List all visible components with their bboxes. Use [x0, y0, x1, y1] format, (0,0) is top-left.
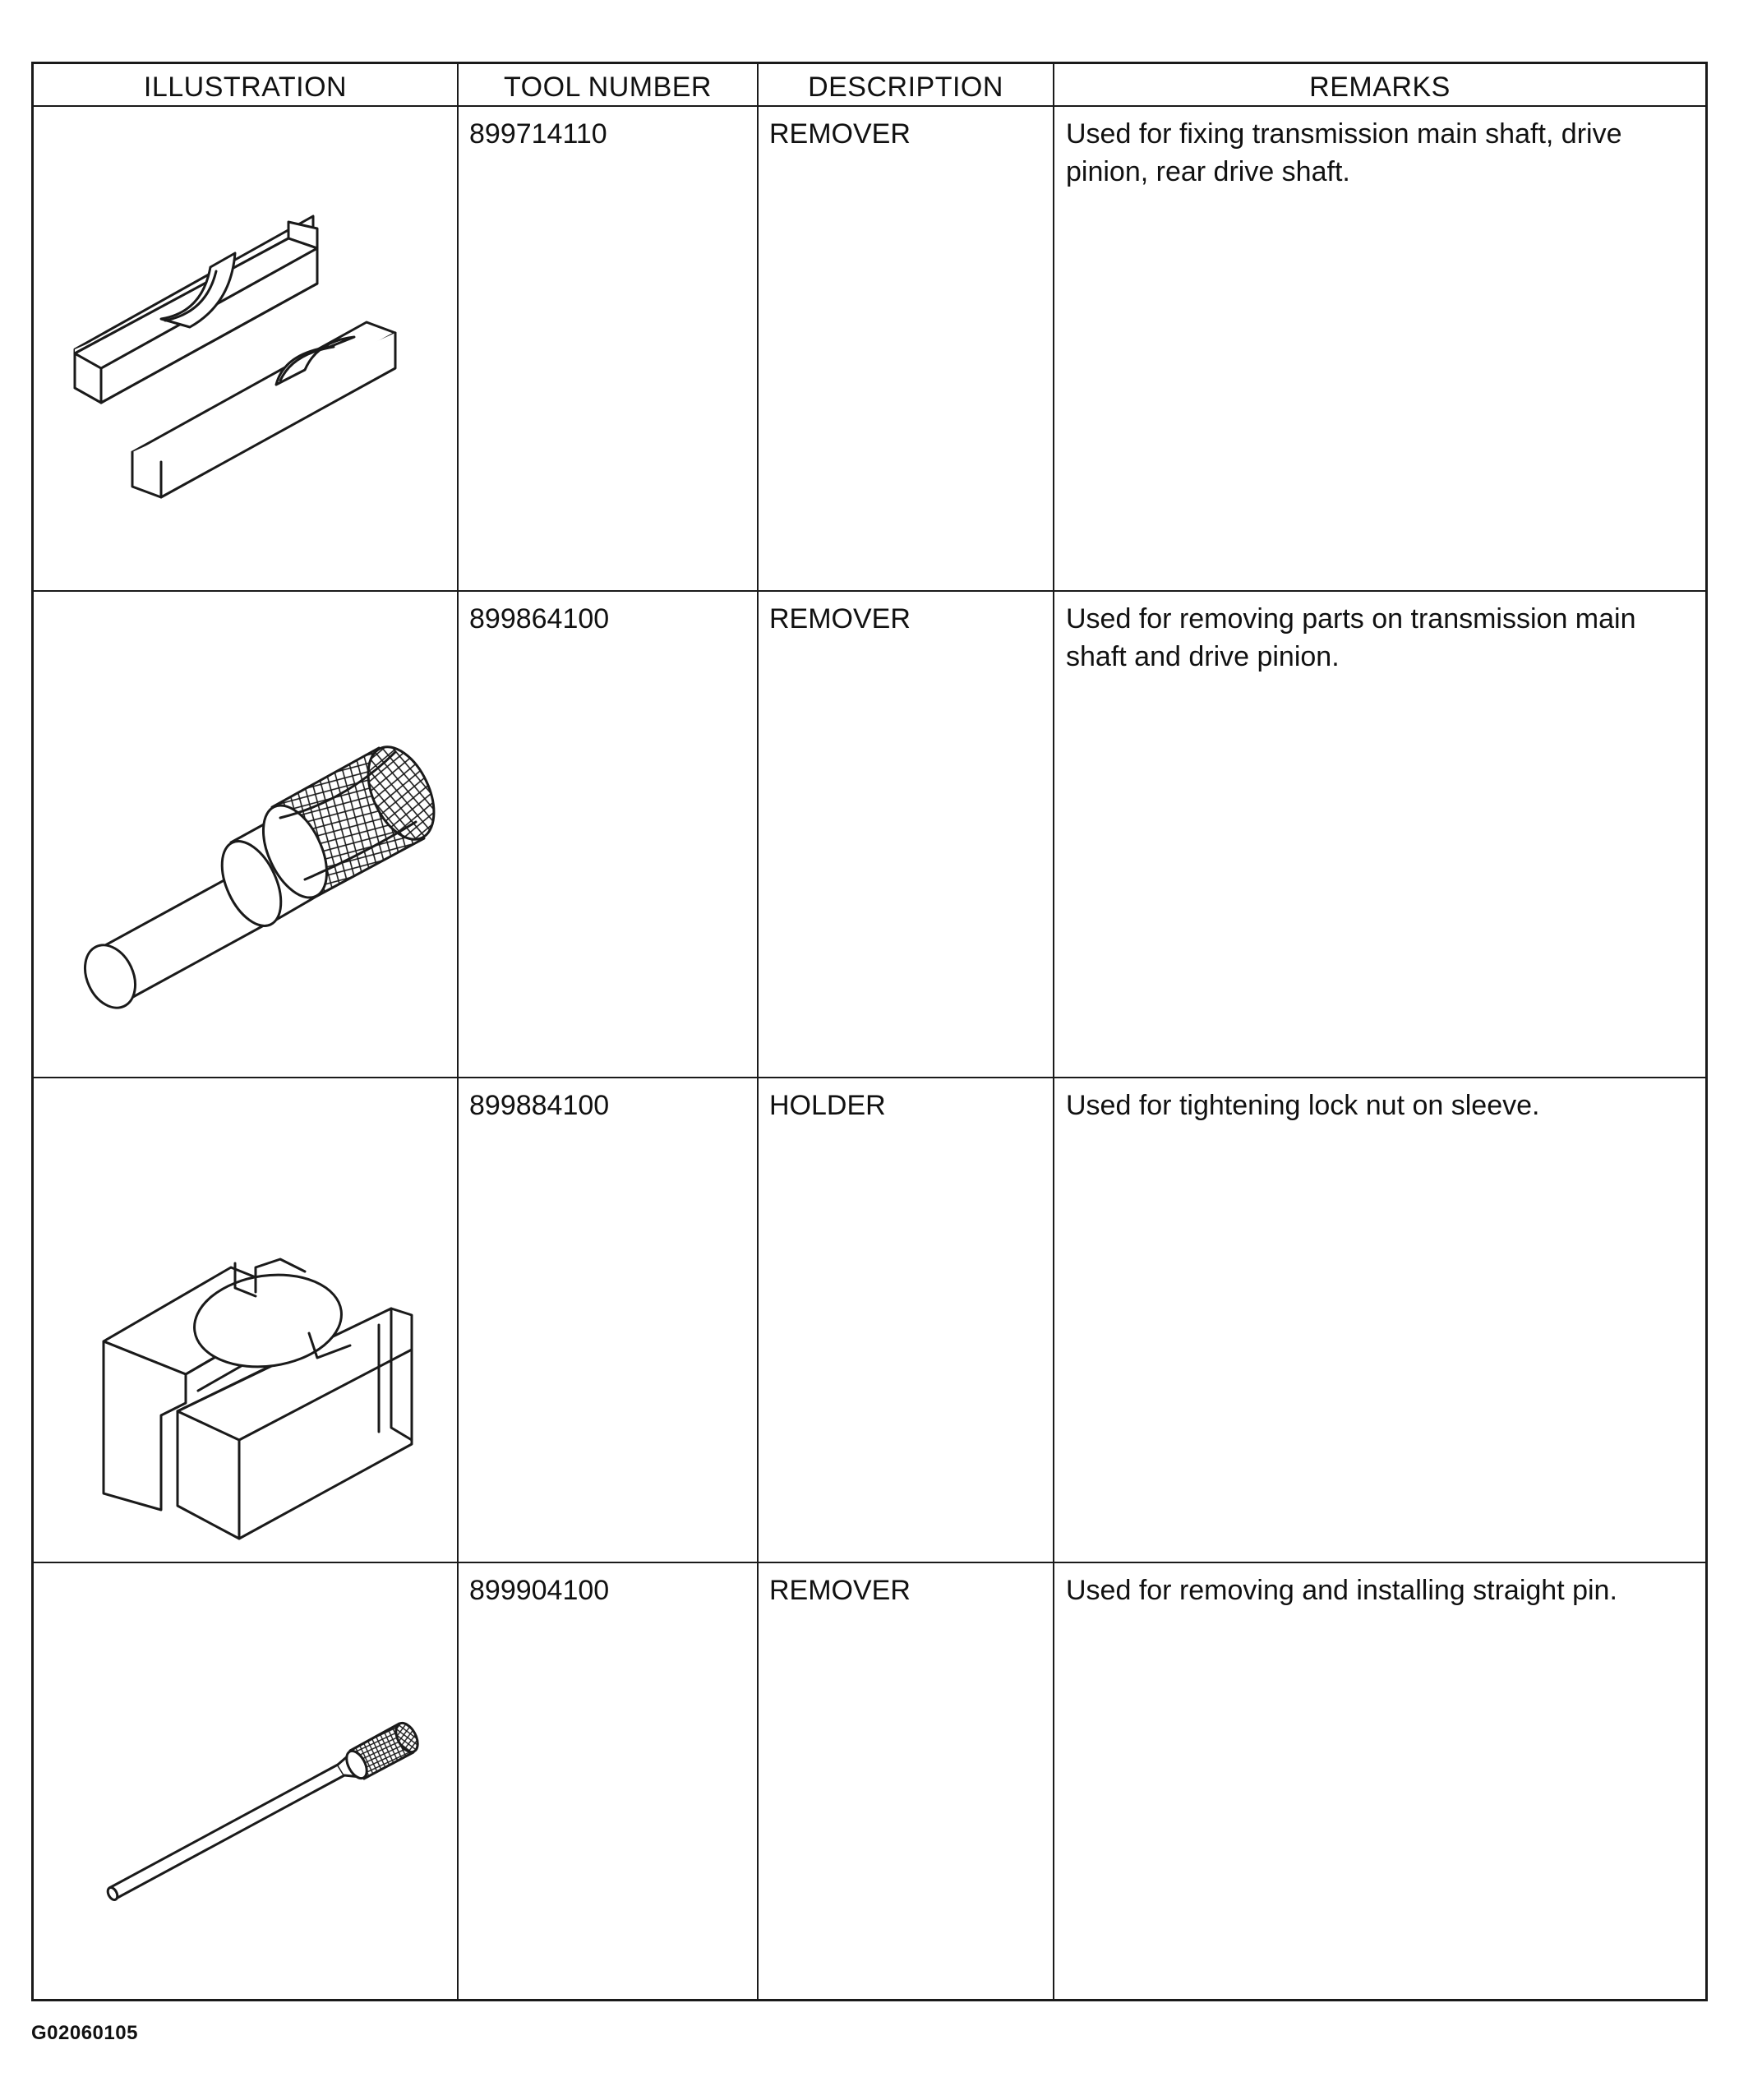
tool-number: 899864100 [469, 603, 610, 635]
description: HOLDER [769, 1090, 886, 1121]
pin-remover-icon [34, 1563, 457, 2001]
holder-block-icon [34, 1078, 457, 1562]
split-block-remover-icon [34, 107, 457, 590]
column-divider [457, 64, 459, 1999]
remarks: Used for tightening lock nut on sleeve. [1066, 1090, 1540, 1121]
tool-number: 899714110 [469, 118, 607, 150]
description: REMOVER [769, 603, 911, 635]
tool-number: 899884100 [469, 1090, 610, 1121]
description: REMOVER [769, 118, 911, 150]
column-divider [757, 64, 759, 1999]
special-tools-table [31, 62, 1708, 2001]
header-remarks: REMARKS [1309, 72, 1451, 103]
remarks: Used for removing and installing straight pin. [1066, 1575, 1617, 1606]
header-description: DESCRIPTION [808, 72, 1003, 103]
figure-code: G02060105 [31, 2022, 138, 2044]
description: REMOVER [769, 1575, 911, 1606]
remarks: Used for removing parts on transmission main shaft and drive pinion. [1066, 603, 1636, 672]
tool-number: 899904100 [469, 1575, 610, 1606]
header-illustration: ILLUSTRATION [143, 72, 348, 103]
header-tool-number: TOOL NUMBER [504, 72, 712, 103]
remarks: Used for fixing transmission main shaft, drive pinion, rear drive shaft. [1066, 118, 1622, 187]
column-divider [1053, 64, 1054, 1999]
knurled-remover-icon [34, 592, 457, 1077]
